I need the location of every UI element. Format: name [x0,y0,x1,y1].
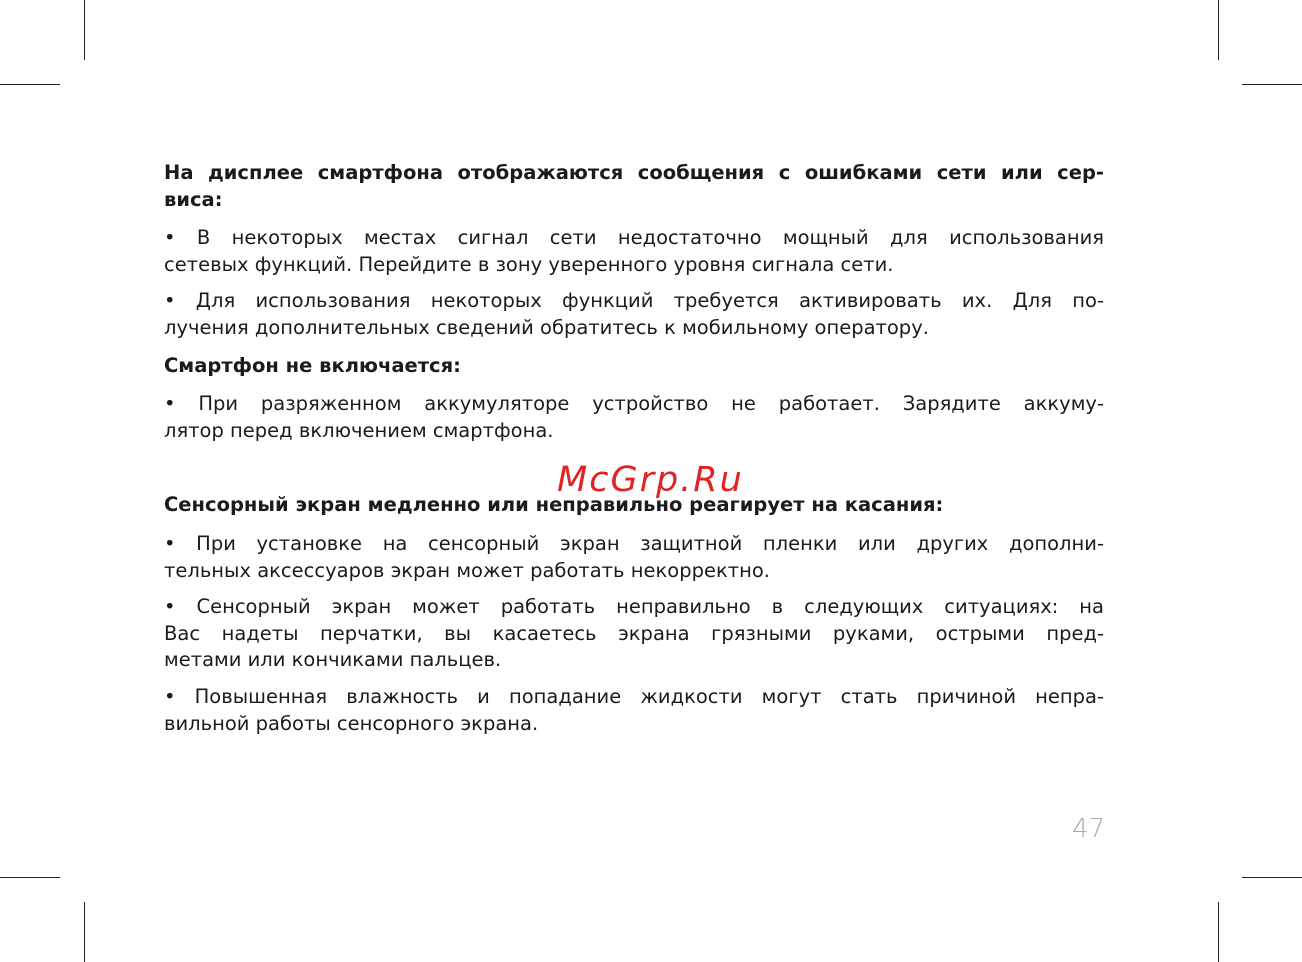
crop-mark [1242,877,1302,878]
text-line: • В некоторых местах сигнал сети недостаточно мощный для использования [164,226,1104,249]
text-line: Сенсорный экран медленно или неправильно реагирует на касания: [164,493,944,516]
section-heading [164,160,1104,213]
section-heading [164,353,1104,380]
text-line: сетевых функций. Перейдите в зону уверенного уровня сигнала сети. [164,252,894,276]
text-line: лятор перед включением смартфона. [164,418,554,442]
text-line: лучения дополнительных сведений обратитесь к мобильному оператору. [164,315,929,339]
crop-mark [84,0,85,60]
text-line: вильной работы сенсорного экрана. [164,711,539,735]
crop-mark [0,84,60,85]
watermark: McGrp.Ru [557,460,744,500]
text-line: метами или кончиками пальцев. [164,648,502,671]
crop-mark [84,902,85,962]
text-line: виса: [164,187,223,211]
text-line: Вас надеты перчатки, вы касаетесь экрана грязными руками, острыми пред- [164,621,1104,645]
paragraph [164,684,1104,737]
text-line: тельных аксессуаров экран может работать некорректно. [164,558,770,582]
page-number: 47 [1072,814,1106,844]
paragraph [164,288,1104,341]
crop-mark [1218,0,1219,60]
paragraph [164,531,1104,584]
text-line: • Повышенная влажность и попадание жидкости могут стать причиной непра- [164,685,1104,708]
text-line: Смартфон не включается: [164,354,461,377]
text-line: • Сенсорный экран может работать неправильно в следующих ситуациях: на [164,595,1104,618]
crop-mark [0,877,60,878]
paragraph [164,391,1104,444]
text-line: • При разряженном аккумуляторе устройство не работает. Зарядите аккуму- [164,392,1104,415]
crop-mark [1242,84,1302,85]
paragraph [164,594,1104,674]
crop-mark [1218,902,1219,962]
text-line: • Для использования некоторых функций требуется активировать их. Для по- [164,289,1104,312]
text-line: • При установке на сенсорный экран защитной пленки или других дополни- [164,532,1104,555]
text-line: На дисплее смартфона отображаются сообщения с ошибками сети или сер- [164,161,1104,184]
paragraph [164,225,1104,278]
